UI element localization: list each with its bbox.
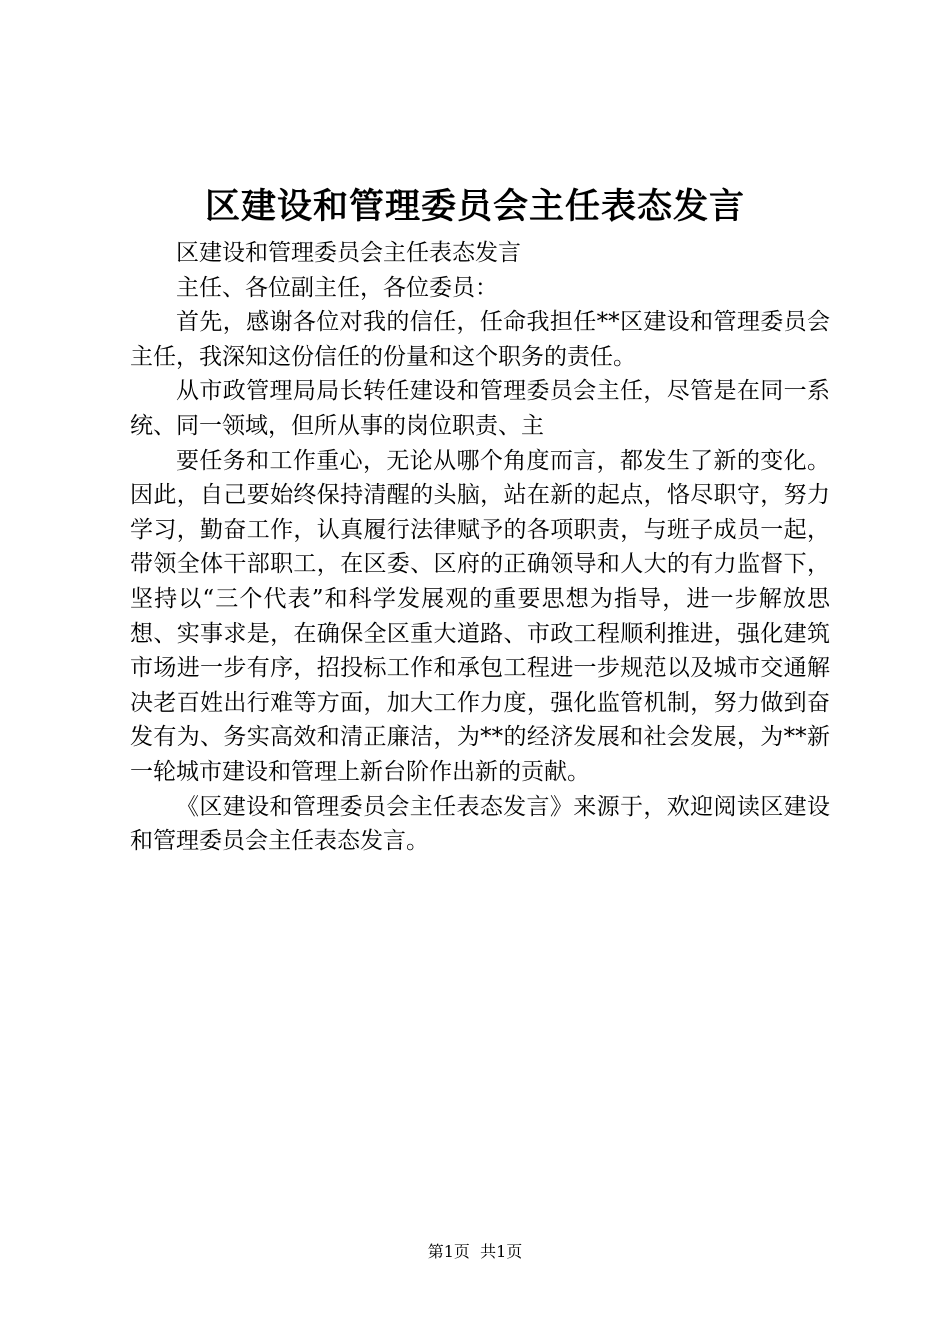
document-title: 区建设和管理委员会主任表态发言	[204, 186, 745, 227]
paragraph-source: 《区建设和管理委员会主任表态发言》来源于，欢迎阅读区建设和管理委员会主任表态发言。	[130, 793, 830, 855]
document-body	[130, 236, 830, 859]
page-number: 第1页 共1页	[427, 1242, 523, 1261]
paragraph-salutation: 主任、各位副主任，各位委员：	[176, 274, 498, 301]
paragraph-thanks: 首先，感谢各位对我的信任，任命我担任**区建设和管理委员会主任，我深知这份信任的份量和这个职务的责任。	[130, 309, 830, 370]
paragraph-transfer: 从市政管理局局长转任建设和管理委员会主任，尽管是在同一系统、同一领域，但所从事的岗位职责、主	[130, 378, 830, 439]
paragraph-heading-repeat: 区建设和管理委员会主任表态发言	[176, 240, 521, 266]
paragraph-commitment: 要任务和工作重心，无论从哪个角度而言，都发生了新的变化。因此，自己要始终保持清醒的头脑，站在新的起点，恪尽职守，努力学习，勤奋工作，认真履行法律赋予的各项职责，与班子成员一起，带领全体干部职工，在区委、区府的正确领导和人大的有力监督下，坚持以“三个代表”和科学发展观的重要思想为指导，进一步解放思想、实事求是，在确保全区重大道路、市政工程顺利推进，强化建筑市场进一步有序，招投标工作和承包工程进一步规范以及城市交通解决老百姓出行难等方面，加大工作力度，强化监管机制，努力做到奋发有为、务实高效和清正廉洁，为**的经济发展和社会发展，为**新一轮城市建设和管理上新台阶作出新的贡献。	[130, 447, 830, 785]
page-footer	[0, 1240, 950, 1264]
